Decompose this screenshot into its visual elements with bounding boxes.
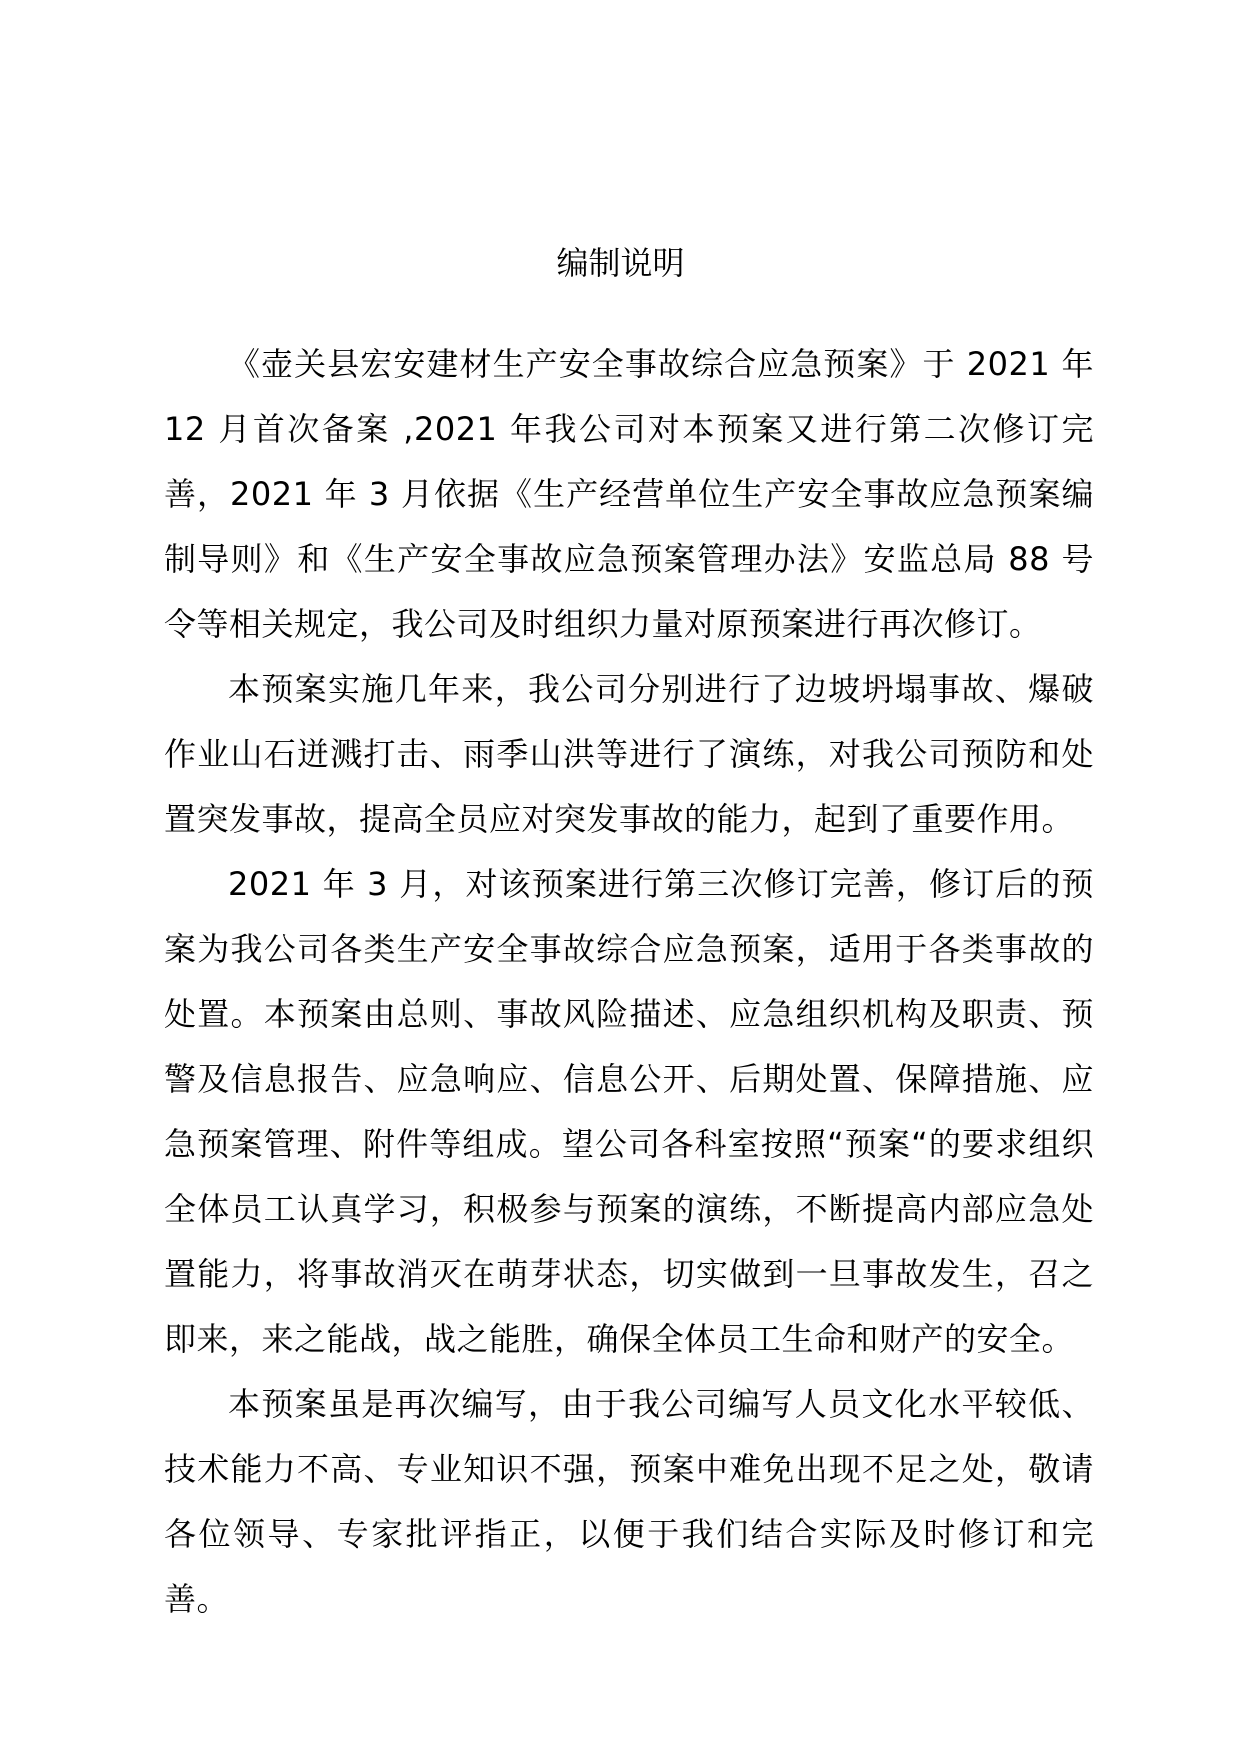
paragraph-revision-history: 《壶关县宏安建材生产安全事故综合应急预案》于 2021 年 12 月首次备案 ,2021 年我公司对本预案又进行第二次修订完善，2021 年 3 月依据《生产经营单位生产安全事故应急预案编制导则》和《生产安全事故应急预案管理办法》安监总局 88 号令等相关规定，我公司及时组织力量对原预案进行再次修订。 (164, 345, 1094, 643)
document-body (164, 332, 1094, 1632)
paragraph-third-revision: 2021 年 3 月，对该预案进行第三次修订完善，修订后的预案为我公司各类生产安全事故综合应急预案，适用于各类事故的处置。本预案由总则、事故风险描述、应急组织机构及职责、预警及信息报告、应急响应、信息公开、后期处置、保障措施、应急预案管理、附件等组成。望公司各科室按照“预案“的要求组织全体员工认真学习，积极参与预案的演练，不断提高内部应急处置能力，将事故消灭在萌芽状态，切实做到一旦事故发生，召之即来，来之能战，战之能胜，确保全体员工生命和财产的安全。 (164, 865, 1094, 1358)
paragraph-drills: 本预案实施几年来，我公司分别进行了边坡坍塌事故、爆破作业山石迸溅打击、雨季山洪等进行了演练，对我公司预防和处置突发事故，提高全员应对突发事故的能力，起到了重要作用。 (164, 670, 1094, 838)
paragraph-disclaimer: 本预案虽是再次编写，由于我公司编写人员文化水平较低、技术能力不高、专业知识不强，预案中难免出现不足之处，敬请各位领导、专家批评指正，以便于我们结合实际及时修订和完善。 (164, 1385, 1094, 1618)
document-title: 编制说明 (556, 244, 685, 282)
